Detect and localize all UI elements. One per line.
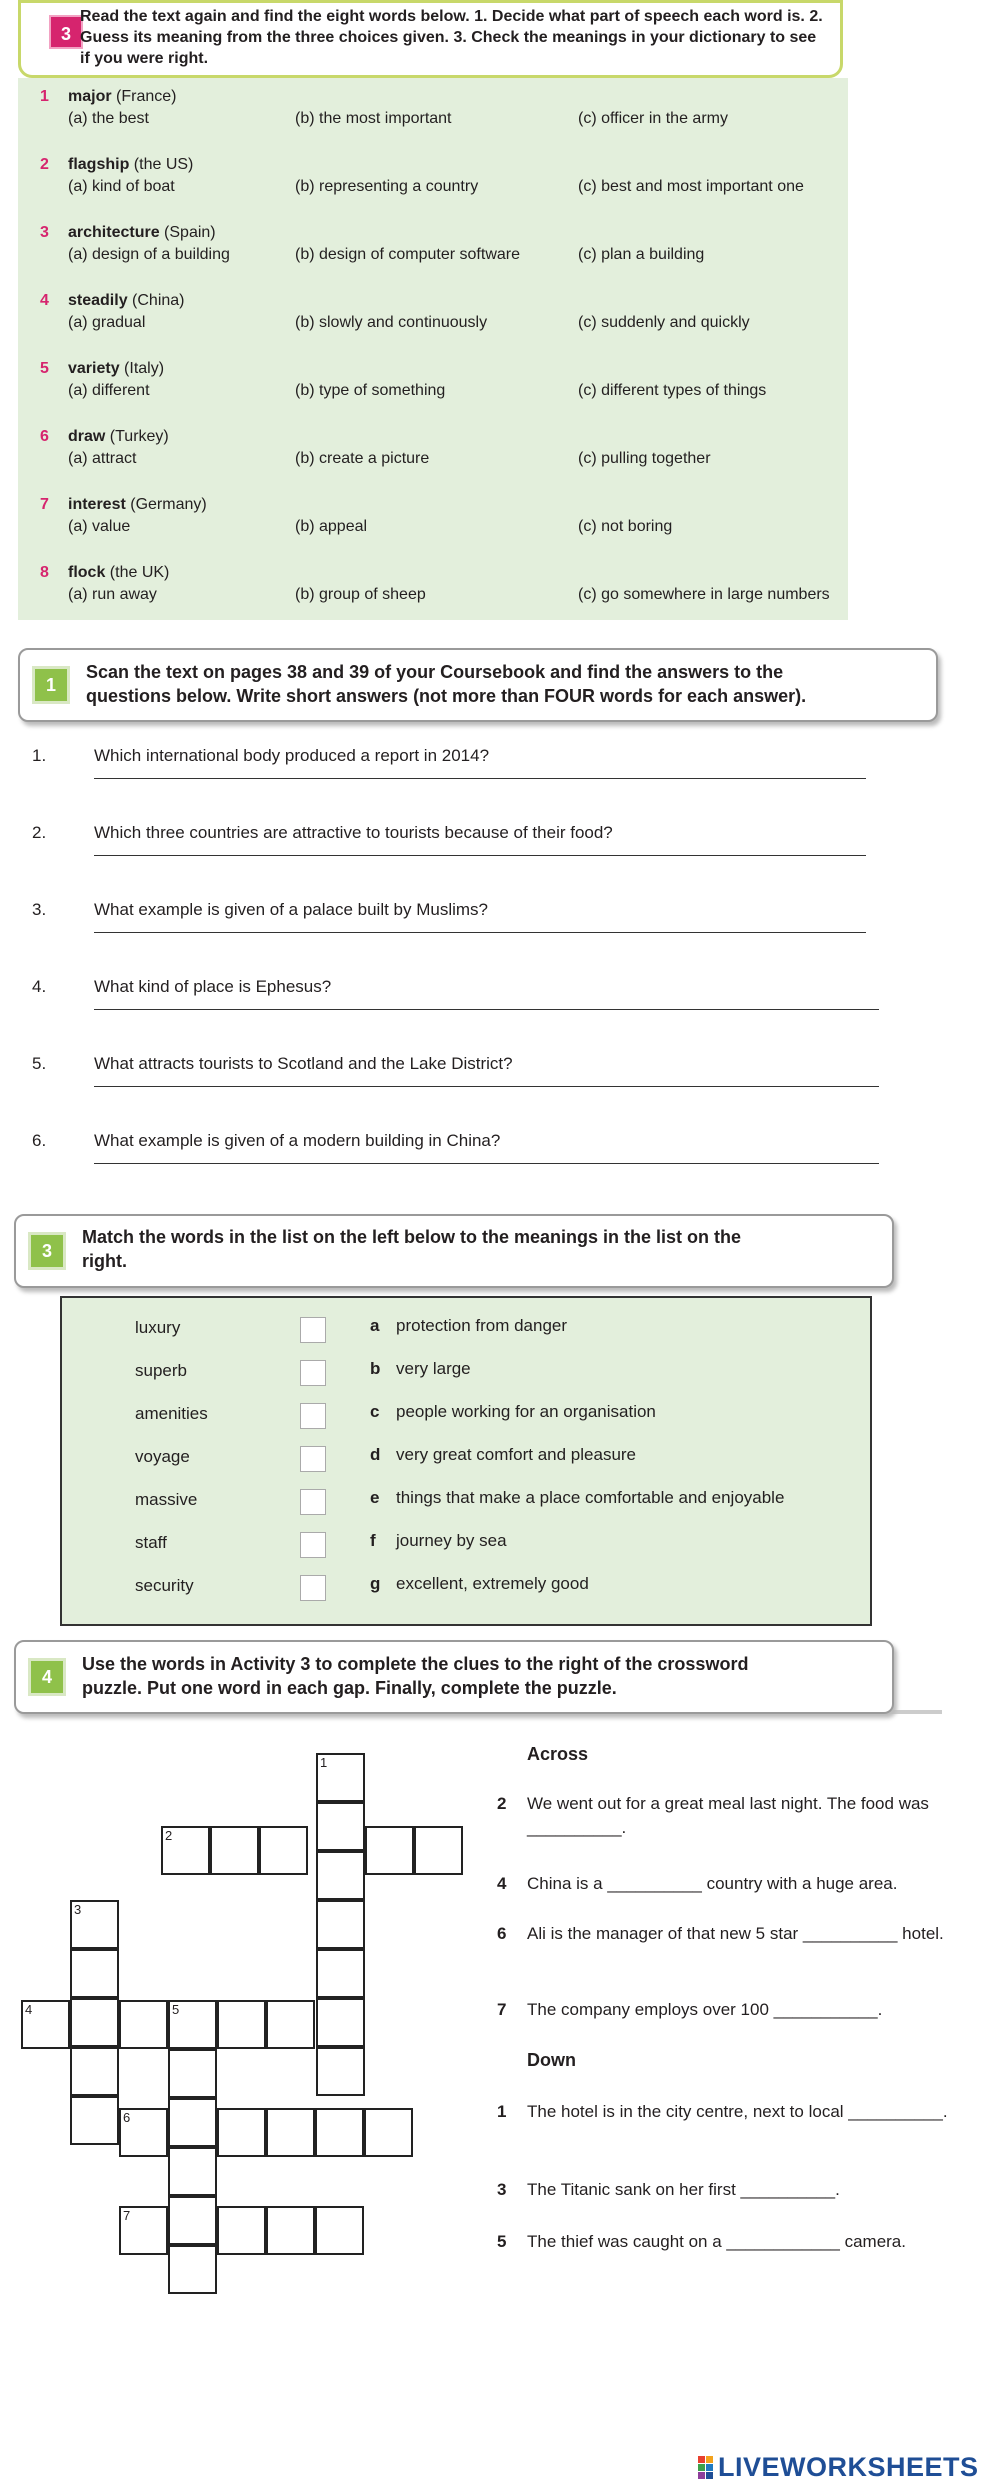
vocab-word-line: [68, 564, 169, 582]
vocab-instruction: Read the text again and find the eight words below. 1. Decide what part of speech each word is. 2. Guess its meaning from the three choices given. 3. Check the meanings in your dictionary to see if you were right.: [80, 8, 823, 67]
clue-text: The company employs over 100 ___________.: [527, 2000, 883, 2019]
option-c[interactable]: (c) not boring: [578, 518, 673, 535]
match-answer-box[interactable]: [300, 1532, 326, 1558]
vocab-country: (Italy): [124, 360, 165, 377]
option-b[interactable]: (b) the most important: [295, 110, 452, 127]
crossword-cell[interactable]: [315, 2206, 364, 2255]
cell-number: 4: [25, 2002, 33, 2017]
vocab-country: (Spain): [164, 224, 216, 241]
crossword-cell[interactable]: [365, 1826, 414, 1875]
vocab-num: 4: [40, 292, 49, 309]
vocab-word: steadily: [68, 292, 128, 309]
activity4-box: [14, 1640, 894, 1714]
question-num: 2.: [32, 823, 47, 842]
crossword-cell[interactable]: [168, 2196, 217, 2245]
crossword-cell[interactable]: [316, 1900, 365, 1949]
cell-number: 7: [123, 2208, 131, 2223]
activity3-box: [14, 1214, 894, 1288]
option-c[interactable]: (c) plan a building: [578, 246, 705, 263]
activity1-badge: 1: [32, 666, 70, 704]
vocab-country: (China): [132, 292, 185, 309]
crossword-cell[interactable]: [119, 2206, 168, 2255]
match-answer-box[interactable]: [300, 1317, 326, 1343]
vocab-num: 8: [40, 564, 49, 581]
activity1-box: [18, 648, 938, 722]
crossword-cell[interactable]: [316, 2047, 365, 2096]
crossword-cell[interactable]: [316, 1998, 365, 2047]
crossword-cell[interactable]: [119, 2108, 168, 2157]
meaning-text: people working for an organisation: [396, 1402, 656, 1421]
crossword-cell[interactable]: [217, 2000, 266, 2049]
question-text: What example is given of a modern building in China?: [94, 1131, 501, 1150]
clue-num: 6: [497, 1924, 507, 1943]
meaning-letter: e: [370, 1488, 380, 1507]
vocab-word: variety: [68, 360, 120, 377]
option-a[interactable]: (a) the best: [68, 110, 149, 127]
vocab-word: major: [68, 88, 112, 105]
option-b[interactable]: (b) appeal: [295, 518, 368, 535]
match-word: security: [135, 1576, 194, 1595]
vocab-country: (Turkey): [109, 428, 169, 445]
crossword-cell[interactable]: [315, 2108, 364, 2157]
vocab-word-line: [68, 292, 185, 310]
activity3-badge: 3: [28, 1232, 66, 1270]
option-a[interactable]: (a) gradual: [68, 314, 146, 331]
vocab-badge: 3: [49, 15, 83, 49]
match-word: superb: [135, 1361, 187, 1380]
vocab-word: interest: [68, 496, 126, 513]
crossword-cell[interactable]: [168, 2000, 217, 2049]
option-c[interactable]: (c) different types of things: [578, 382, 767, 399]
question-num: 5.: [32, 1054, 47, 1073]
match-word: staff: [135, 1533, 167, 1552]
crossword-cell[interactable]: [217, 2206, 266, 2255]
option-c[interactable]: (c) suddenly and quickly: [578, 314, 750, 331]
question-text: What kind of place is Ephesus?: [94, 977, 332, 996]
vocab-num: 6: [40, 428, 49, 445]
vocab-word-line: [68, 88, 176, 106]
crossword-cell[interactable]: [70, 1949, 119, 1998]
crossword-cell[interactable]: [119, 2000, 168, 2049]
crossword-cell[interactable]: [414, 1826, 463, 1875]
crossword-cell[interactable]: [70, 1900, 119, 1949]
option-b[interactable]: (b) representing a country: [295, 178, 479, 195]
match-answer-box[interactable]: [300, 1575, 326, 1601]
clue-text: China is a __________ country with a huge area.: [527, 1874, 898, 1893]
activity4-instruction-line2: puzzle. Put one word in each gap. Finally, complete the puzzle.: [82, 1678, 617, 1698]
vocab-word-line: [68, 428, 169, 446]
vocab-word: flagship: [68, 156, 130, 173]
match-word: voyage: [135, 1447, 190, 1466]
match-answer-box[interactable]: [300, 1446, 326, 1472]
option-a[interactable]: (a) value: [68, 518, 131, 535]
meaning-letter: f: [370, 1531, 376, 1550]
clue-num: 3: [497, 2180, 507, 2199]
crossword-cell[interactable]: [70, 1998, 119, 2047]
option-b[interactable]: (b) slowly and continuously: [295, 314, 488, 331]
answer-line[interactable]: [94, 1086, 879, 1087]
crossword-cell[interactable]: [210, 1826, 259, 1875]
crossword-cell[interactable]: [168, 2245, 217, 2294]
activity4-instruction-line1: Use the words in Activity 3 to complete the clues to the right of the crossword: [82, 1654, 749, 1674]
meaning-letter: g: [370, 1574, 381, 1593]
down-title: Down: [527, 2050, 576, 2070]
answer-line[interactable]: [94, 1009, 879, 1010]
crossword-cell[interactable]: [316, 1753, 365, 1802]
crossword-cell[interactable]: [316, 1949, 365, 1998]
crossword-cell[interactable]: [70, 2096, 119, 2145]
clue-num: 4: [497, 1874, 507, 1893]
meaning-letter: c: [370, 1402, 380, 1421]
match-word: amenities: [135, 1404, 208, 1423]
clue-text: Ali is the manager of that new 5 star __________ hotel.: [527, 1924, 944, 1943]
answer-line[interactable]: [94, 778, 866, 779]
meaning-letter: b: [370, 1359, 381, 1378]
vocab-word-line: [68, 360, 164, 378]
activity3-instruction-line2: right.: [82, 1251, 127, 1271]
option-b[interactable]: (b) group of sheep: [295, 586, 426, 603]
clue-text: The thief was caught on a ____________ camera.: [527, 2232, 906, 2251]
clue-text: The hotel is in the city centre, next to local __________.: [527, 2102, 948, 2121]
vocab-word-line: [68, 496, 207, 514]
crossword-cell[interactable]: [316, 1851, 365, 1900]
option-b[interactable]: (b) design of computer software: [295, 246, 520, 263]
vocab-word: architecture: [68, 224, 160, 241]
vocab-word-line: [68, 156, 193, 174]
vocab-word: flock: [68, 564, 106, 581]
meaning-letter: d: [370, 1445, 381, 1464]
vocab-country: (Germany): [130, 496, 207, 513]
crossword-cell[interactable]: [161, 1826, 210, 1875]
activity1-instruction-line1: Scan the text on pages 38 and 39 of your Coursebook and find the answers to the: [86, 662, 784, 682]
option-a[interactable]: (a) run away: [68, 586, 157, 603]
match-answer-box[interactable]: [300, 1403, 326, 1429]
cell-number: 6: [123, 2110, 131, 2125]
option-c[interactable]: (c) pulling together: [578, 450, 711, 467]
vocab-country: (the US): [133, 156, 194, 173]
vocab-num: 1: [40, 88, 49, 105]
question-num: 4.: [32, 977, 47, 996]
crossword-cell[interactable]: [316, 1802, 365, 1851]
crossword-cell[interactable]: [266, 2108, 315, 2157]
clue-num: 5: [497, 2232, 507, 2251]
meaning-text: excellent, extremely good: [396, 1574, 589, 1593]
answer-line[interactable]: [94, 855, 866, 856]
crossword-cell[interactable]: [21, 2000, 70, 2049]
clue-num: 1: [497, 2102, 507, 2121]
crossword-cell[interactable]: [168, 2049, 217, 2098]
liveworksheets-logo-icon: [698, 2456, 714, 2480]
vocab-country: (France): [116, 88, 177, 105]
vocab-num: 7: [40, 496, 49, 513]
activity3-instruction-line1: Match the words in the list on the left below to the meanings in the list on the: [82, 1227, 742, 1247]
vocab-panel: [18, 78, 848, 620]
option-b[interactable]: (b) type of something: [295, 382, 446, 399]
match-answer-box[interactable]: [300, 1489, 326, 1515]
crossword-cell[interactable]: [70, 2047, 119, 2096]
answer-line[interactable]: [94, 1163, 879, 1164]
activity1-instruction-line2: questions below. Write short answers (not more than FOUR words for each answer).: [86, 686, 807, 706]
meaning-letter: a: [370, 1316, 380, 1335]
vocab-word: draw: [68, 428, 106, 445]
question-text: Which international body produced a report in 2014?: [94, 746, 490, 765]
activity4-badge: 4: [28, 1658, 66, 1696]
option-c[interactable]: (c) officer in the army: [578, 110, 728, 127]
clue-across: [497, 1792, 967, 1840]
match-answer-box[interactable]: [300, 1360, 326, 1386]
vocab-word-line: [68, 224, 216, 242]
crossword-cell[interactable]: [364, 2108, 413, 2157]
cell-number: 3: [74, 1902, 82, 1917]
option-a[interactable]: (a) design of a building: [68, 246, 230, 263]
question-text: What attracts tourists to Scotland and the Lake District?: [94, 1054, 513, 1073]
option-a[interactable]: (a) different: [68, 382, 150, 399]
crossword-cell[interactable]: [217, 2108, 266, 2157]
cell-number: 5: [172, 2002, 180, 2017]
crossword-cell[interactable]: [266, 2000, 315, 2049]
vocab-num: 5: [40, 360, 49, 377]
question-num: 3.: [32, 900, 47, 919]
match-word: luxury: [135, 1318, 181, 1337]
meaning-text: journey by sea: [396, 1531, 507, 1550]
meaning-text: very large: [396, 1359, 471, 1378]
crossword-cell[interactable]: [266, 2206, 315, 2255]
clue-num: 2: [497, 1794, 507, 1813]
match-word: massive: [135, 1490, 198, 1509]
crossword-cell[interactable]: [168, 2098, 217, 2147]
vocab-num: 3: [40, 224, 49, 241]
question-num: 6.: [32, 1131, 47, 1150]
option-a[interactable]: (a) attract: [68, 450, 137, 467]
question-num: 1.: [32, 746, 47, 765]
clue-text: We went out for a great meal last night. The food was __________.: [527, 1794, 929, 1837]
vocab-country: (the UK): [109, 564, 170, 581]
crossword-cell[interactable]: [168, 2147, 217, 2196]
cell-number: 1: [320, 1755, 328, 1770]
clue-text: The Titanic sank on her first __________.: [527, 2180, 840, 2199]
vocab-num: 2: [40, 156, 49, 173]
meaning-text: very great comfort and pleasure: [396, 1445, 637, 1464]
option-c[interactable]: (c) best and most important one: [578, 178, 804, 195]
question-text: Which three countries are attractive to tourists because of their food?: [94, 823, 613, 842]
option-b[interactable]: (b) create a picture: [295, 450, 430, 467]
across-title: Across: [527, 1744, 589, 1764]
cell-number: 2: [165, 1828, 173, 1843]
liveworksheets-logo[interactable]: LIVEWORKSHEETS: [718, 2452, 979, 2482]
meaning-text: protection from danger: [396, 1316, 568, 1335]
meaning-text: things that make a place comfortable and enjoyable: [396, 1488, 785, 1507]
option-a[interactable]: (a) kind of boat: [68, 178, 175, 195]
question-text: What example is given of a palace built by Muslims?: [94, 900, 489, 919]
crossword-cell[interactable]: [259, 1826, 308, 1875]
option-c[interactable]: (c) go somewhere in large numbers: [578, 586, 830, 603]
answer-line[interactable]: [94, 932, 866, 933]
clue-num: 7: [497, 2000, 507, 2019]
